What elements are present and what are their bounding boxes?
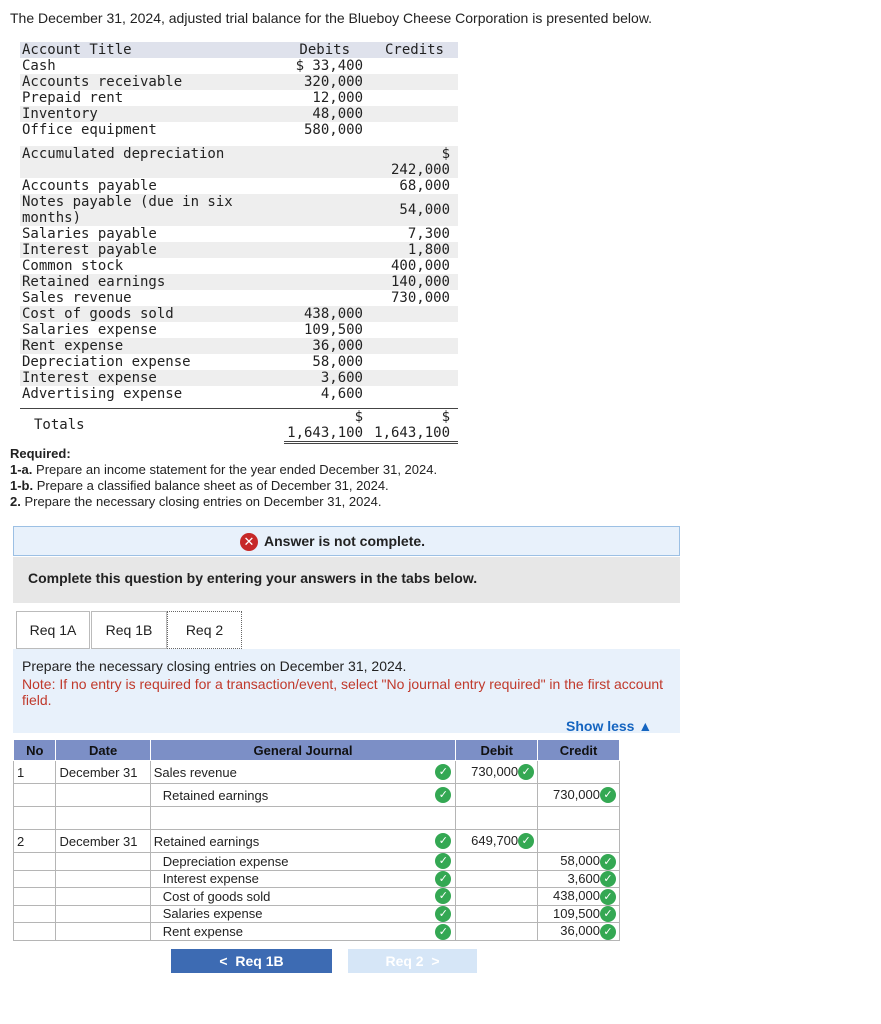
status-message: Answer is not complete.	[264, 533, 426, 549]
next-button[interactable]: Req 2 >	[348, 949, 477, 973]
check-icon: ✓	[435, 853, 451, 869]
status-banner	[13, 526, 680, 556]
trial-balance-row	[20, 226, 458, 242]
debit-amount: 58,000	[312, 354, 363, 370]
account-field[interactable]: Cost of goods sold ✓	[150, 888, 456, 906]
trial-balance-row	[20, 122, 458, 138]
account-name: Advertising expense	[22, 386, 183, 402]
account-name-cont: months)	[22, 210, 82, 226]
check-icon: ✓	[435, 906, 451, 922]
account-name: Sales revenue	[22, 290, 132, 306]
check-icon: ✓	[518, 833, 534, 849]
credit-field[interactable]: 3,600 ✓	[538, 870, 620, 888]
account-name: Notes payable (due in six	[22, 194, 233, 210]
account-name: Interest payable	[22, 242, 157, 258]
trial-balance-row	[20, 322, 458, 338]
debit-amount: 109,500	[303, 322, 363, 338]
credit-amount: 242,000	[390, 162, 450, 178]
journal-row	[14, 905, 620, 923]
account-name: Office equipment	[22, 122, 157, 138]
chevron-left-icon: <	[219, 953, 228, 969]
trial-balance-row	[20, 90, 458, 106]
entry-date[interactable]	[56, 784, 150, 807]
trial-balance-row	[20, 274, 458, 290]
check-icon: ✓	[435, 871, 451, 887]
debit-amount: 12,000	[312, 90, 363, 106]
prev-button[interactable]: < Req 1B	[171, 949, 332, 973]
debit-field[interactable]	[456, 853, 538, 871]
trial-balance-row	[20, 370, 458, 386]
panel-note: Note: If no entry is required for a transaction/event, select "No journal entry required" in the first account field.	[22, 676, 664, 708]
journal-row	[14, 853, 620, 871]
tab-req-1b[interactable]: Req 1B	[91, 611, 167, 649]
debit-amount: 438,000	[303, 306, 363, 322]
trial-balance-row	[20, 258, 458, 274]
trial-balance-row	[20, 338, 458, 354]
show-less-link[interactable]: Show less ▲	[566, 718, 653, 734]
trial-balance-row	[20, 306, 458, 322]
totals-row	[20, 408, 458, 439]
entry-date[interactable]: December 31	[56, 830, 150, 853]
col-date: Date	[56, 740, 150, 761]
required-item: 1-a. Prepare an income statement for the year ended December 31, 2024.	[10, 462, 438, 477]
entry-date[interactable]: December 31	[56, 761, 150, 784]
totals-debit-symbol: $	[354, 409, 363, 425]
col-debits: Debits	[299, 42, 350, 58]
credit-field[interactable]: 109,500 ✓	[538, 905, 620, 923]
debit-field[interactable]	[456, 923, 538, 941]
debit-field[interactable]	[456, 905, 538, 923]
debit-amount: 320,000	[303, 74, 363, 90]
chevron-right-icon: >	[431, 953, 440, 969]
credit-field[interactable]: 58,000 ✓	[538, 853, 620, 871]
trial-balance-row	[20, 106, 458, 122]
debit-amount: 48,000	[312, 106, 363, 122]
col-no: No	[14, 740, 56, 761]
totals-label: Totals	[34, 417, 85, 433]
credit-field[interactable]	[538, 761, 620, 784]
trial-balance-row	[20, 290, 458, 306]
instructions-bar	[13, 557, 680, 603]
debit-field[interactable]	[456, 870, 538, 888]
entry-date[interactable]	[56, 870, 150, 888]
col-general-journal: General Journal	[150, 740, 456, 761]
entry-no	[14, 905, 56, 923]
entry-date[interactable]	[56, 905, 150, 923]
account-field[interactable]: Retained earnings ✓	[150, 784, 456, 807]
entry-date[interactable]	[56, 923, 150, 941]
debit-amount: 3,600	[320, 370, 363, 386]
intro-text: The December 31, 2024, adjusted trial balance for the Blueboy Cheese Corporation is presented below.	[10, 10, 653, 26]
account-name: Accounts receivable	[22, 74, 183, 90]
debit-field[interactable]	[456, 888, 538, 906]
required-item: 2. Prepare the necessary closing entries on December 31, 2024.	[10, 494, 382, 509]
account-name: Retained earnings	[22, 274, 166, 290]
account-field[interactable]: Interest expense ✓	[150, 870, 456, 888]
credit-amount: 140,000	[390, 274, 450, 290]
journal-row	[14, 870, 620, 888]
account-name: Depreciation expense	[22, 354, 191, 370]
credit-field[interactable]: 438,000 ✓	[538, 888, 620, 906]
required-title: Required:	[10, 446, 71, 461]
check-icon: ✓	[600, 854, 616, 870]
account-field[interactable]: Salaries expense ✓	[150, 905, 456, 923]
required-section	[10, 446, 437, 510]
debit-amount: 36,000	[312, 338, 363, 354]
credit-field[interactable]	[538, 830, 620, 853]
trial-balance-row	[20, 178, 458, 194]
trial-balance-row	[20, 74, 458, 90]
col-account-title: Account Title	[22, 42, 132, 58]
check-icon: ✓	[435, 888, 451, 904]
credit-amount: 730,000	[390, 290, 450, 306]
entry-no	[14, 923, 56, 941]
credit-field[interactable]: 36,000 ✓	[538, 923, 620, 941]
totals-credit: 1,643,100	[374, 425, 450, 441]
credit-amount: 7,300	[407, 226, 450, 242]
credit-field[interactable]: 730,000 ✓	[538, 784, 620, 807]
required-item: 1-b. Prepare a classified balance sheet as of December 31, 2024.	[10, 478, 389, 493]
entry-date[interactable]	[56, 853, 150, 871]
spacer-row	[14, 807, 620, 830]
entry-no	[14, 853, 56, 871]
debit-field[interactable]	[456, 784, 538, 807]
check-icon: ✓	[600, 906, 616, 922]
col-credits: Credits	[384, 42, 444, 58]
account-name: Cash	[22, 58, 56, 74]
entry-no	[14, 888, 56, 906]
trial-balance-row	[20, 146, 458, 178]
account-field[interactable]: Depreciation expense ✓	[150, 853, 456, 871]
check-icon: ✓	[435, 833, 451, 849]
panel-instruction: Prepare the necessary closing entries on December 31, 2024.	[22, 658, 407, 674]
entry-no	[14, 784, 56, 807]
debit-amount: $ 33,400	[295, 58, 363, 74]
totals-credit-symbol: $	[441, 409, 450, 425]
credit-amount: 54,000	[399, 202, 450, 218]
account-field[interactable]: Retained earnings ✓	[150, 830, 456, 853]
check-icon: ✓	[600, 787, 616, 803]
tab-req-2[interactable]: Req 2	[167, 611, 242, 649]
journal-row	[14, 830, 620, 853]
account-name: Prepaid rent	[22, 90, 124, 106]
journal-row	[14, 923, 620, 941]
debit-field[interactable]: 649,700 ✓	[456, 830, 538, 853]
account-field[interactable]: Rent expense ✓	[150, 923, 456, 941]
credit-amount: 400,000	[390, 258, 450, 274]
account-name: Rent expense	[22, 338, 124, 354]
trial-balance-row	[20, 194, 458, 226]
check-icon: ✓	[600, 924, 616, 940]
trial-balance-header	[20, 42, 458, 58]
error-x-icon: ✕	[240, 533, 258, 551]
totals-debit: 1,643,100	[287, 425, 363, 441]
trial-balance	[20, 42, 458, 444]
account-name: Cost of goods sold	[22, 306, 174, 322]
check-icon: ✓	[600, 871, 616, 887]
check-icon: ✓	[600, 889, 616, 905]
check-icon: ✓	[435, 787, 451, 803]
trial-balance-row	[20, 58, 458, 74]
account-name: Salaries payable	[22, 226, 157, 242]
account-name: Inventory	[22, 106, 98, 122]
trial-balance-row	[20, 242, 458, 258]
credit-symbol: $	[441, 146, 450, 162]
tab-req-1a[interactable]: Req 1A	[16, 611, 90, 649]
debit-amount: 4,600	[320, 386, 363, 402]
account-name: Accounts payable	[22, 178, 157, 194]
entry-no	[14, 870, 56, 888]
col-credit: Credit	[538, 740, 620, 761]
credit-amount: 68,000	[399, 178, 450, 194]
entry-no: 1	[14, 761, 56, 784]
journal-row	[14, 888, 620, 906]
account-name: Common stock	[22, 258, 124, 274]
entry-date[interactable]	[56, 888, 150, 906]
account-name: Interest expense	[22, 370, 157, 386]
credit-amount: 1,800	[407, 242, 450, 258]
account-name: Accumulated depreciation	[22, 146, 225, 162]
check-icon: ✓	[518, 764, 534, 780]
instructions-text: Complete this question by entering your answers in the tabs below.	[28, 570, 478, 586]
account-name: Salaries expense	[22, 322, 157, 338]
journal-row	[14, 784, 620, 807]
journal-row	[14, 761, 620, 784]
journal-table	[13, 739, 620, 941]
col-debit: Debit	[456, 740, 538, 761]
trial-balance-row	[20, 354, 458, 370]
trial-balance-row	[20, 386, 458, 402]
entry-no: 2	[14, 830, 56, 853]
debit-amount: 580,000	[303, 122, 363, 138]
check-icon: ✓	[435, 924, 451, 940]
account-field[interactable]: Sales revenue ✓	[150, 761, 456, 784]
check-icon: ✓	[435, 764, 451, 780]
debit-field[interactable]: 730,000 ✓	[456, 761, 538, 784]
triangle-up-icon: ▲	[638, 718, 653, 734]
